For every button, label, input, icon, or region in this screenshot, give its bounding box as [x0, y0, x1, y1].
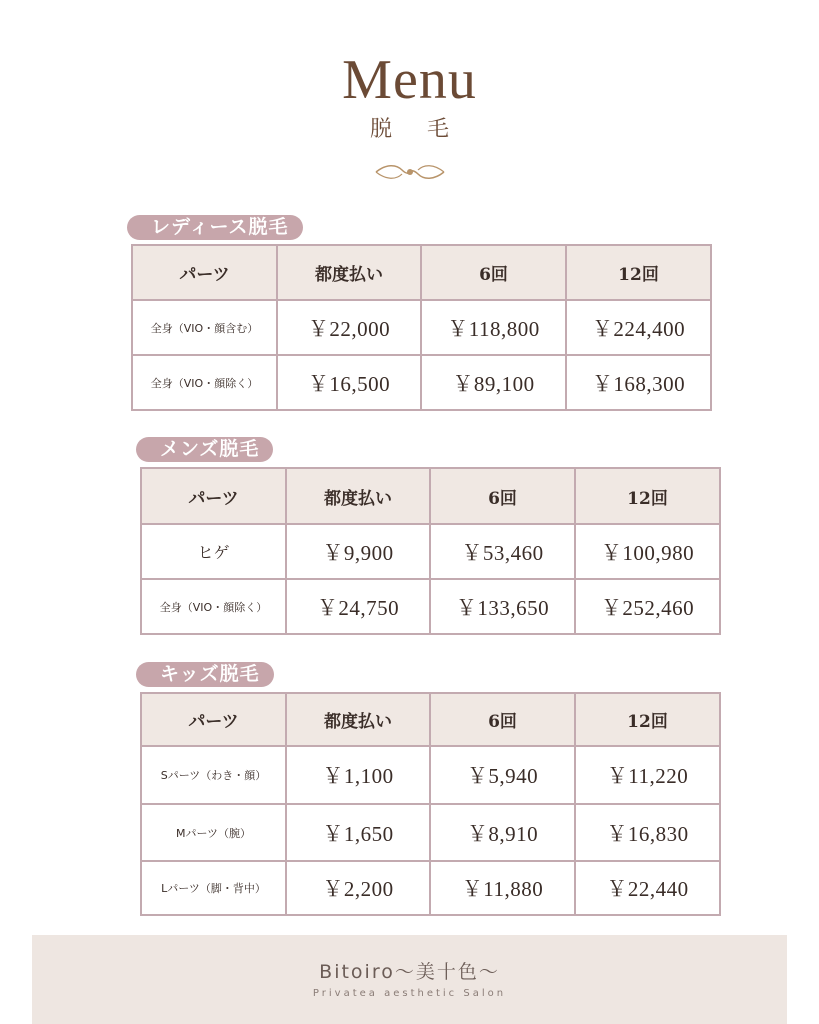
- table-row: [141, 746, 720, 804]
- page-title: Menu: [342, 49, 477, 111]
- price-cell: ￥22,440: [575, 861, 720, 915]
- part-cell: Mパーツ（腕）: [141, 804, 286, 861]
- table-row: [141, 524, 720, 579]
- part-cell: 全身（VIO・顔除く）: [132, 355, 277, 410]
- table-row: [141, 861, 720, 915]
- price-table-ladies: [131, 244, 712, 411]
- section-label-ladies: レディース脱毛: [127, 215, 303, 240]
- price-cell: ￥22,000: [277, 300, 421, 355]
- header-cell: 6回: [430, 468, 575, 524]
- price-cell: ￥5,940: [430, 746, 575, 804]
- part-cell: 全身（VIO・顔含む）: [132, 300, 277, 355]
- header-cell: パーツ: [141, 468, 286, 524]
- price-cell: ￥1,100: [286, 746, 430, 804]
- price-table-kids: [140, 692, 721, 916]
- price-cell: ￥118,800: [421, 300, 566, 355]
- price-cell: ￥8,910: [430, 804, 575, 861]
- price-cell: ￥100,980: [575, 524, 720, 579]
- part-cell: 全身（VIO・顔除く）: [141, 579, 286, 634]
- header-cell: パーツ: [132, 245, 277, 300]
- header-cell: 都度払い: [286, 693, 430, 746]
- price-cell: ￥16,830: [575, 804, 720, 861]
- salon-tagline: Privatea aesthetic Salon: [312, 988, 507, 999]
- price-cell: ￥224,400: [566, 300, 711, 355]
- part-cell: Sパーツ（わき・顔）: [141, 746, 286, 804]
- table-row: [132, 300, 711, 355]
- header-cell: 12回: [575, 693, 720, 746]
- price-cell: ￥11,220: [575, 746, 720, 804]
- price-table-mens: [140, 467, 721, 635]
- footer-banner: [32, 935, 787, 1024]
- header-cell: 6回: [430, 693, 575, 746]
- salon-name: Bitoiro〜美十色〜: [319, 961, 500, 983]
- header-cell: 6回: [421, 245, 566, 300]
- price-cell: ￥133,650: [430, 579, 575, 634]
- section-label-kids: キッズ脱毛: [136, 662, 274, 687]
- price-cell: ￥1,650: [286, 804, 430, 861]
- price-cell: ￥2,200: [286, 861, 430, 915]
- price-cell: ￥11,880: [430, 861, 575, 915]
- price-cell: ￥9,900: [286, 524, 430, 579]
- header-cell: 都度払い: [286, 468, 430, 524]
- table-row: [132, 355, 711, 410]
- section-label-mens: メンズ脱毛: [136, 437, 273, 462]
- price-cell: ￥53,460: [430, 524, 575, 579]
- price-cell: ￥252,460: [575, 579, 720, 634]
- table-row: [141, 804, 720, 861]
- header-cell: 都度払い: [277, 245, 421, 300]
- price-cell: ￥89,100: [421, 355, 566, 410]
- header-cell: 12回: [575, 468, 720, 524]
- part-cell: Lパーツ（脚・背中）: [141, 861, 286, 915]
- table-row: [141, 579, 720, 634]
- divider-ornament: [70, 160, 750, 186]
- part-cell: ヒゲ: [141, 524, 286, 579]
- page-subtitle: 脱 毛: [370, 117, 463, 142]
- price-cell: ￥24,750: [286, 579, 430, 634]
- price-cell: ￥168,300: [566, 355, 711, 410]
- price-cell: ￥16,500: [277, 355, 421, 410]
- header-cell: パーツ: [141, 693, 286, 746]
- header-cell: 12回: [566, 245, 711, 300]
